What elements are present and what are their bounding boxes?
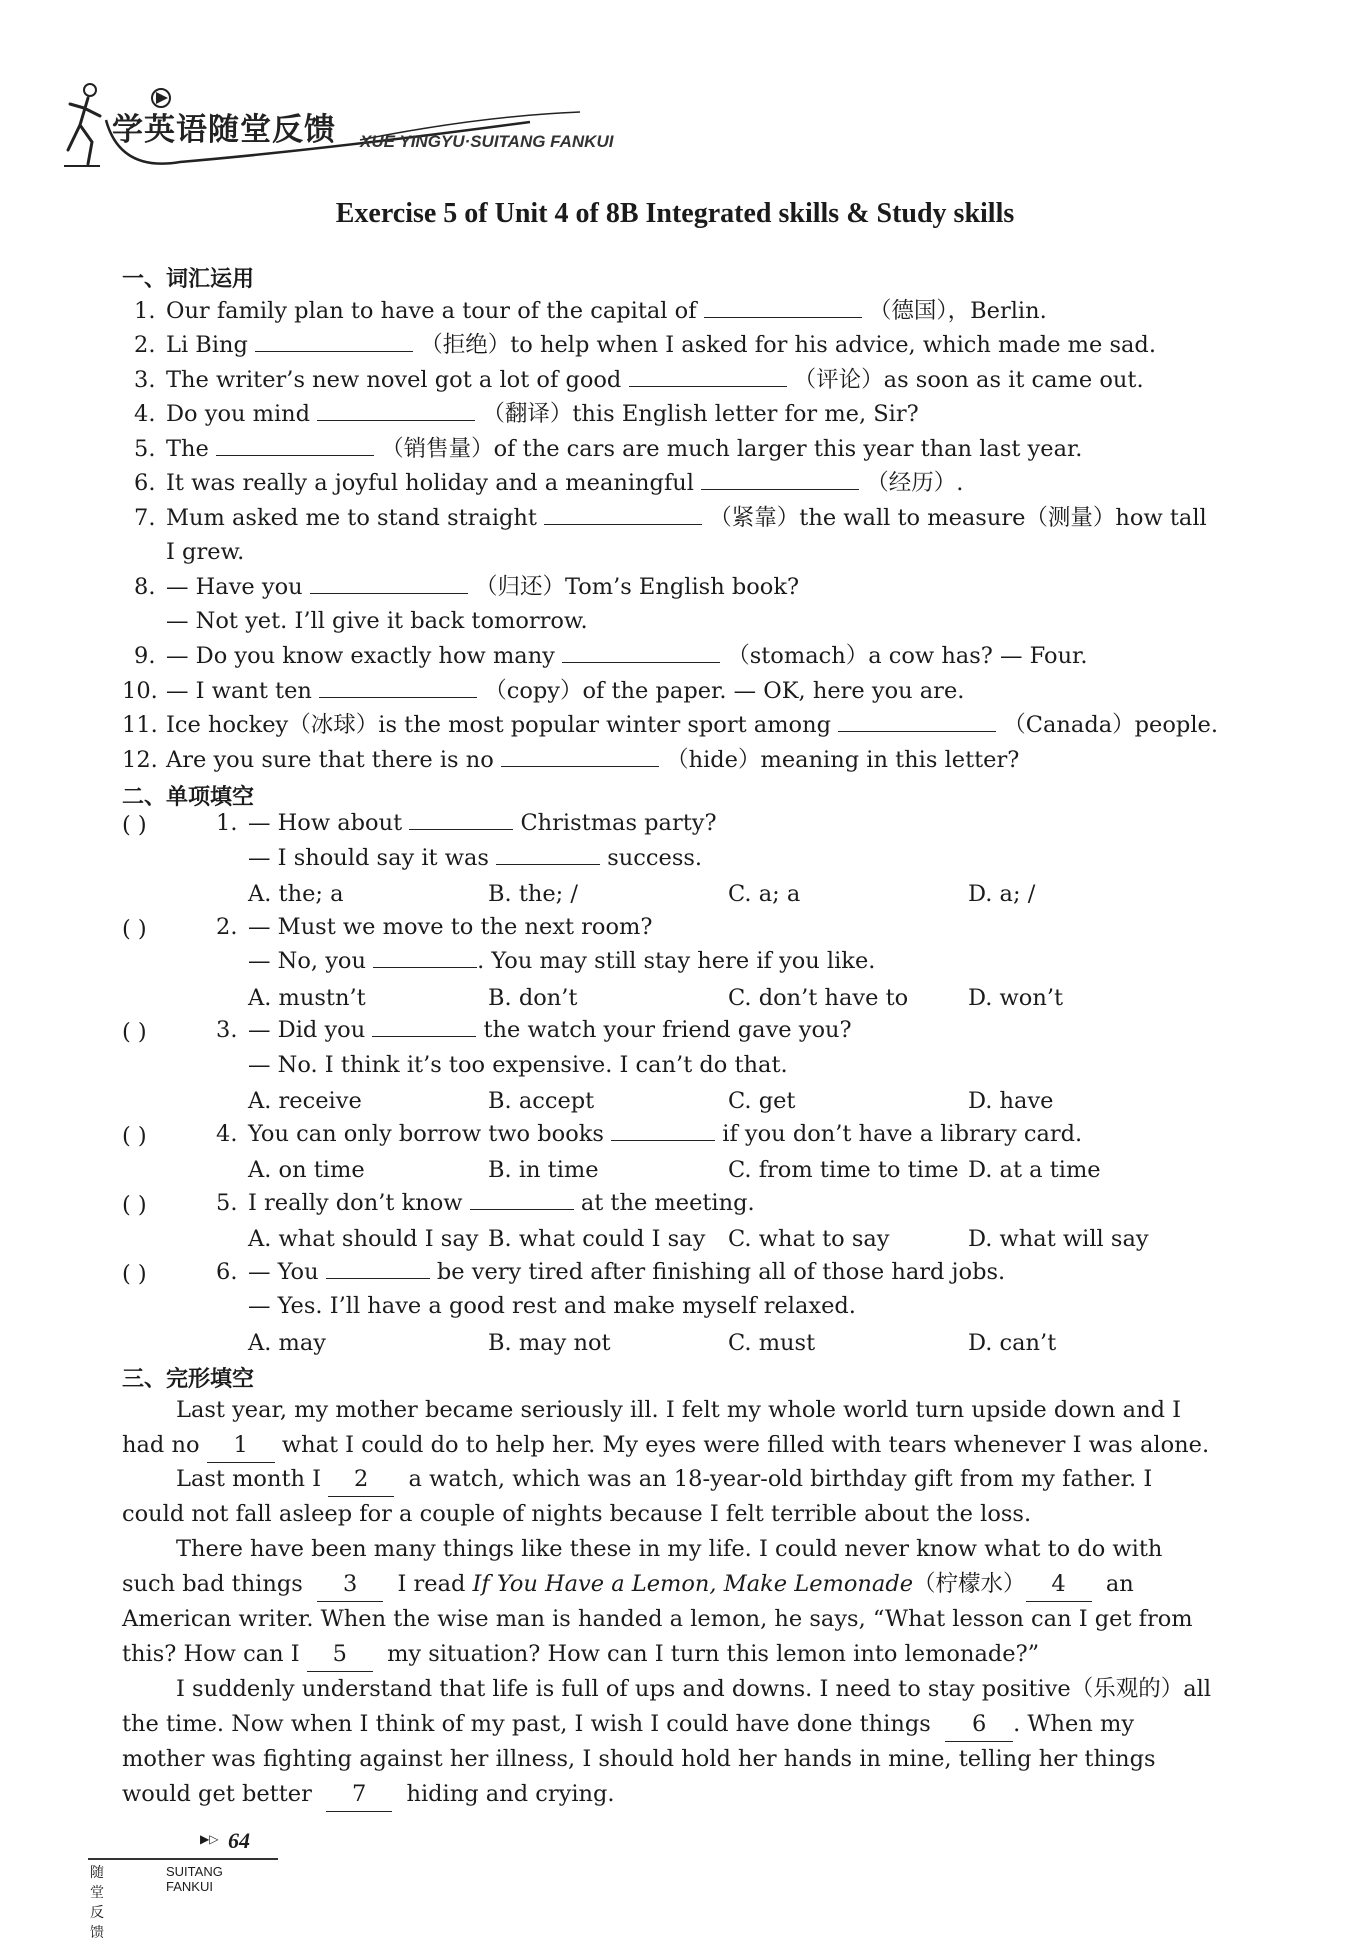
item-text: （评论）as soon as it came out. [793, 367, 1144, 393]
question-line: — Must we move to the next room? [248, 913, 653, 940]
item-number: 12. [122, 747, 158, 773]
cloze-blank[interactable]: 2 [328, 1462, 394, 1497]
item-text: Li Bing [166, 332, 248, 358]
option-c[interactable]: C. don’t have to [728, 984, 909, 1011]
option-d[interactable]: D. have [968, 1088, 1054, 1114]
answer-blank[interactable] [611, 1118, 715, 1141]
option-c[interactable]: C. what to say [728, 1226, 890, 1252]
cloze-line: mother was fighting against her illness, I should hold her hands in mine, telling her things [122, 1746, 1156, 1772]
item-number: 3. [134, 367, 156, 393]
answer-blank[interactable] [317, 398, 475, 421]
cloze-line: American writer. When the wise man is handed a lemon, he says, “What lesson can I get from [122, 1606, 1193, 1632]
answer-blank[interactable] [372, 1014, 476, 1037]
item-number: 6. [134, 470, 156, 496]
question-line: — No. I think it’s too expensive. I can’t do that. [248, 1051, 788, 1078]
item-text: — Not yet. I’ll give it back tomorrow. [166, 608, 588, 634]
question-line: — How about Christmas party? [248, 806, 717, 840]
section-heading-vocabulary: 一、词汇运用 [122, 267, 255, 292]
option-d[interactable]: D. can’t [968, 1329, 1057, 1356]
answer-bracket[interactable]: ( ) [122, 1191, 147, 1218]
cloze-blank[interactable]: 7 [326, 1777, 392, 1812]
item-text: Do you mind [166, 401, 311, 427]
cloze-line: had no 1 what I could do to help her. My eyes were filled with tears whenever I was alone. [122, 1428, 1209, 1463]
item-text: （销售量）of the cars are much larger this year than last year. [381, 436, 1083, 462]
option-c[interactable]: C. must [728, 1329, 816, 1356]
vocab-item [166, 535, 244, 569]
question-number: 1. [216, 810, 238, 836]
item-text: （copy）of the paper. — OK, here you are. [484, 678, 965, 704]
item-text: Our family plan to have a tour of the capital of [166, 298, 697, 324]
answer-blank[interactable] [501, 744, 659, 767]
footer-label-en: SUITANG FANKUI [166, 1864, 223, 1894]
option-b[interactable]: B. in time [488, 1157, 599, 1183]
item-text: I grew. [166, 539, 245, 565]
item-number: 11. [122, 712, 158, 738]
vocab-item [122, 674, 964, 708]
item-text: — Do you know exactly how many [166, 643, 555, 669]
question-line: — Did you the watch your friend gave you? [248, 1013, 852, 1047]
item-text: （Canada）people. [1003, 712, 1218, 738]
option-c[interactable]: C. get [728, 1088, 796, 1114]
item-text: （经历）. [866, 470, 964, 496]
cloze-line: this? How can I 5 my situation? How can I turn this lemon into lemonade?” [122, 1637, 1039, 1672]
answer-blank[interactable] [310, 571, 468, 594]
arrow-icon: ▶▷ [200, 1832, 219, 1846]
answer-blank[interactable] [326, 1256, 430, 1279]
answer-blank[interactable] [216, 433, 374, 456]
answer-bracket[interactable]: ( ) [122, 1260, 147, 1287]
option-b[interactable]: B. don’t [488, 984, 578, 1011]
cloze-line: Last month I 2 a watch, which was an 18-year-old birthday gift from my father. I [176, 1462, 1152, 1497]
answer-bracket[interactable]: ( ) [122, 812, 147, 838]
page-header [60, 80, 660, 175]
question-line: You can only borrow two books if you don’t have a library card. [248, 1117, 1082, 1151]
answer-blank[interactable] [701, 467, 859, 490]
item-text: — I want ten [166, 678, 312, 704]
question-line: — I should say it was success. [248, 841, 702, 875]
question-number: 2. [216, 913, 238, 940]
question-line: — No, you . You may still stay here if you like. [248, 944, 875, 978]
option-d[interactable]: D. at a time [968, 1157, 1101, 1183]
footer-label-cn: 随堂反馈 [90, 1865, 104, 1941]
item-number: 8. [134, 574, 156, 600]
page-title: Exercise 5 of Unit 4 of 8B Integrated skills & Study skills [335, 198, 1015, 229]
answer-blank[interactable] [373, 945, 477, 968]
item-text: （德国），Berlin. [868, 298, 1047, 324]
cloze-blank[interactable]: 3 [317, 1567, 383, 1602]
vocab-item [134, 328, 1156, 362]
item-number: 1. [134, 298, 156, 324]
cloze-line: would get better 7 hiding and crying. [122, 1777, 615, 1812]
option-d[interactable]: D. won’t [968, 984, 1064, 1011]
item-text: （hide）meaning in this letter? [666, 747, 1020, 773]
item-text: The writer’s new novel got a lot of good [166, 367, 622, 393]
item-text: （stomach）a cow has? — Four. [727, 643, 1088, 669]
option-b[interactable]: B. what could I say [488, 1226, 706, 1252]
answer-blank[interactable] [704, 295, 862, 318]
option-d[interactable]: D. what will say [968, 1226, 1149, 1252]
cloze-line: Last year, my mother became seriously ill. I felt my whole world turn upside down and I [176, 1397, 1182, 1423]
vocab-item [134, 501, 1207, 535]
cloze-line: the time. Now when I think of my past, I wish I could have done things 6 . When my [122, 1707, 1134, 1742]
vocab-item [134, 397, 919, 431]
question-number: 4. [216, 1120, 238, 1147]
answer-blank[interactable] [470, 1187, 574, 1210]
question-line: — Yes. I’ll have a good rest and make myself relaxed. [248, 1293, 856, 1319]
cloze-blank[interactable]: 5 [307, 1637, 373, 1672]
item-number: 10. [122, 678, 158, 704]
question-number: 6. [216, 1258, 238, 1285]
item-text: The [166, 436, 209, 462]
item-number: 7. [134, 505, 156, 531]
option-b[interactable]: B. the; / [488, 881, 578, 907]
answer-bracket[interactable]: ( ) [122, 1122, 147, 1149]
item-text: （拒绝）to help when I asked for his advice, which made me sad. [420, 332, 1156, 358]
answer-blank[interactable] [255, 329, 413, 352]
vocab-item [134, 639, 1088, 673]
option-b[interactable]: B. may not [488, 1329, 611, 1356]
question-number: 3. [216, 1017, 238, 1043]
item-text: （归还）Tom’s English book? [474, 574, 800, 600]
option-d[interactable]: D. a; / [968, 881, 1036, 907]
item-text: Ice hockey（冰球）is the most popular winter sport among [166, 712, 831, 738]
answer-blank[interactable] [838, 709, 996, 732]
option-a[interactable]: A. what should I say [248, 1226, 479, 1252]
cloze-blank[interactable]: 6 [945, 1707, 1013, 1742]
vocab-item [134, 363, 1144, 397]
vocab-item [134, 466, 963, 500]
vocab-item [166, 604, 588, 638]
vocab-item [134, 432, 1082, 466]
cloze-blank[interactable]: 1 [207, 1428, 275, 1463]
answer-bracket[interactable]: ( ) [122, 1019, 147, 1045]
option-a[interactable]: A. receive [248, 1088, 362, 1114]
section-heading-single-choice: 二、单项填空 [122, 785, 255, 810]
item-number: 2. [134, 332, 156, 358]
option-a[interactable]: A. the; a [248, 881, 344, 907]
book-title: If You Have a Lemon, Make Lemonade [472, 1571, 914, 1597]
cloze-line: There have been many things like these in my life. I could never know what to do with [176, 1536, 1163, 1562]
vocab-item [134, 570, 799, 604]
question-number: 5. [216, 1189, 238, 1216]
answer-blank[interactable] [544, 502, 702, 525]
item-text: （紧靠）the wall to measure（测量）how tall [709, 505, 1207, 531]
cloze-line: could not fall asleep for a couple of nights because I felt terrible about the loss. [122, 1501, 1032, 1527]
item-text: — Have you [166, 574, 303, 600]
item-text: （翻译）this English letter for me, Sir? [482, 401, 919, 427]
cloze-blank[interactable]: 4 [1026, 1567, 1092, 1602]
item-text: Are you sure that there is no [166, 747, 494, 773]
section-heading-cloze: 三、完形填空 [122, 1367, 255, 1392]
item-text: Mum asked me to stand straight [166, 505, 537, 531]
vocab-item [134, 294, 1047, 328]
cloze-line: such bad things 3 I read If You Have a Lemon, Make Lemonade（柠檬水） 4 an [122, 1567, 1134, 1602]
item-number: 4. [134, 401, 156, 427]
answer-blank[interactable] [319, 675, 477, 698]
question-line: I really don’t know at the meeting. [248, 1186, 755, 1220]
answer-blank[interactable] [629, 364, 787, 387]
answer-bracket[interactable]: ( ) [122, 915, 147, 942]
question-line: — You be very tired after finishing all of those hard jobs. [248, 1255, 1005, 1289]
option-a[interactable]: A. mustn’t [248, 984, 366, 1011]
vocab-item [122, 708, 1218, 742]
option-b[interactable]: B. accept [488, 1088, 595, 1114]
item-number: 5. [134, 436, 156, 462]
option-a[interactable]: A. may [248, 1329, 327, 1356]
answer-blank[interactable] [409, 807, 513, 830]
answer-blank[interactable] [562, 640, 720, 663]
answer-blank[interactable] [496, 842, 600, 865]
option-c[interactable]: C. from time to time [728, 1157, 959, 1183]
page-number: 64 [228, 1828, 250, 1853]
option-c[interactable]: C. a; a [728, 881, 801, 907]
vocab-item [122, 743, 1019, 777]
logo-title: 学英语随堂反馈 [112, 112, 336, 148]
option-a[interactable]: A. on time [248, 1157, 365, 1183]
item-text: It was really a joyful holiday and a meaningful [166, 470, 694, 496]
cloze-line: I suddenly understand that life is full of ups and downs. I need to stay positive（乐观的）all [176, 1676, 1212, 1702]
item-number: 9. [134, 643, 156, 669]
footer-divider [88, 1858, 278, 1860]
logo-pinyin: XUE YINGYU·SUITANG FANKUI [360, 132, 614, 151]
